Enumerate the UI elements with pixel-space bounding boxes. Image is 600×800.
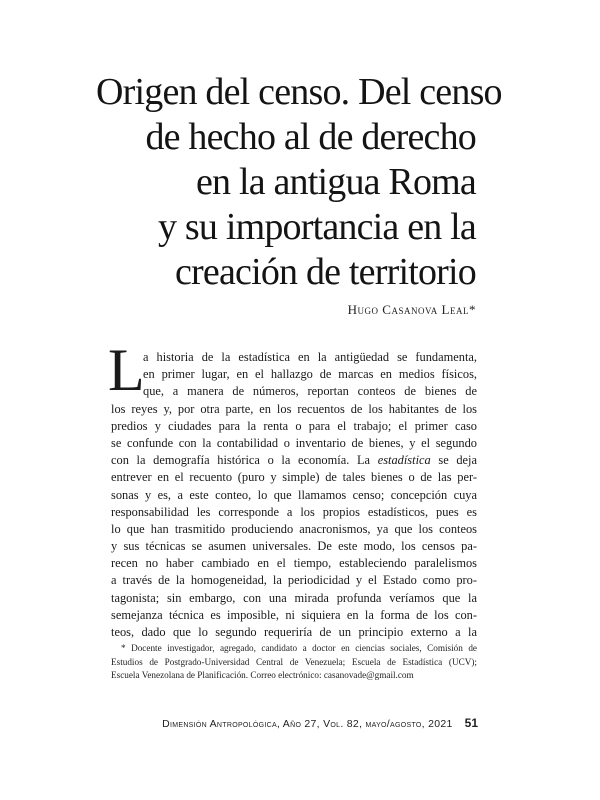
footnote-line: * Docente investigador, agregado, candidato a doctor en ciencias sociales, Comisión de — [121, 643, 477, 653]
journal-citation: Dimensión Antropológica, Año 27, Vol. 82, mayo/agosto, 2021 — [162, 718, 453, 730]
drop-cap: L — [108, 337, 145, 403]
body-line: se confunde con la contabilidad o inventario de bienes, y el segundo — [111, 435, 477, 450]
footnote — [111, 642, 477, 683]
page-footer — [162, 716, 478, 730]
body-line: con la demografía histórica o la economía. La estadística se deja — [111, 453, 477, 468]
body-line: teos, dado que lo segundo requeriría de un principio externo a la — [111, 625, 477, 639]
body-line: y sus técnicas se asumen universales. De este modo, los censos pa- — [111, 539, 477, 554]
body-line: que, a manera de números, reportan conteos de bienes de — [143, 384, 477, 399]
article-title — [96, 70, 502, 295]
body-line: predios y ciudades para la renta o para el trabajo; el primer caso — [111, 418, 477, 433]
body-line: entrever en el recuento (puro y simple) de tales bienes o de las per- — [111, 470, 477, 485]
article-body — [111, 349, 477, 641]
body-line: los reyes y, por otra parte, en los recuentos de los habitantes de los — [111, 401, 477, 416]
title-line: de hecho al de derecho — [145, 116, 476, 158]
body-line: responsabilidad les corresponde a los propios estadísticos, pues es — [111, 504, 477, 519]
body-line: sonas y es, a este conteo, lo que llamamos censo; concepción cuya — [111, 487, 477, 502]
italic-term: estadística — [377, 453, 431, 468]
body-line: a través de la homogeneidad, la periodicidad y el Estado como pro- — [111, 573, 477, 588]
body-line: en primer lugar, en el hallazgo de marcas en medios físicos, — [143, 367, 477, 382]
title-line: en la antigua Roma — [195, 161, 476, 203]
author-name: Hugo Casanova Leal* — [347, 302, 476, 317]
body-line: recen no haber cambiado en el tiempo, estableciendo paralelismos — [111, 556, 477, 571]
body-line: semejanza técnica es imposible, ni siquiera en la forma de los con- — [111, 607, 477, 622]
body-line: a historia de la estadística en la antigüedad se fundamenta, — [143, 350, 477, 364]
title-line: Origen del censo. Del censo — [96, 71, 502, 113]
footnote-line: Escuela Venezolana de Planificación. Correo electrónico: casanovade@gmail.com — [111, 670, 414, 680]
body-line: tagonista; sin embargo, con una mirada profunda veríamos que la — [111, 590, 477, 605]
title-line: y su importancia en la — [158, 206, 476, 248]
body-line: lo que han trasmitido produciendo anacronismos, ya que los conteos — [111, 521, 477, 536]
page-number: 51 — [464, 716, 478, 730]
title-line: creación de territorio — [174, 251, 476, 293]
footnote-line: Estudios de Postgrado-Universidad Central de Venezuela; Escuela de Estadística (UCV); — [111, 656, 477, 667]
